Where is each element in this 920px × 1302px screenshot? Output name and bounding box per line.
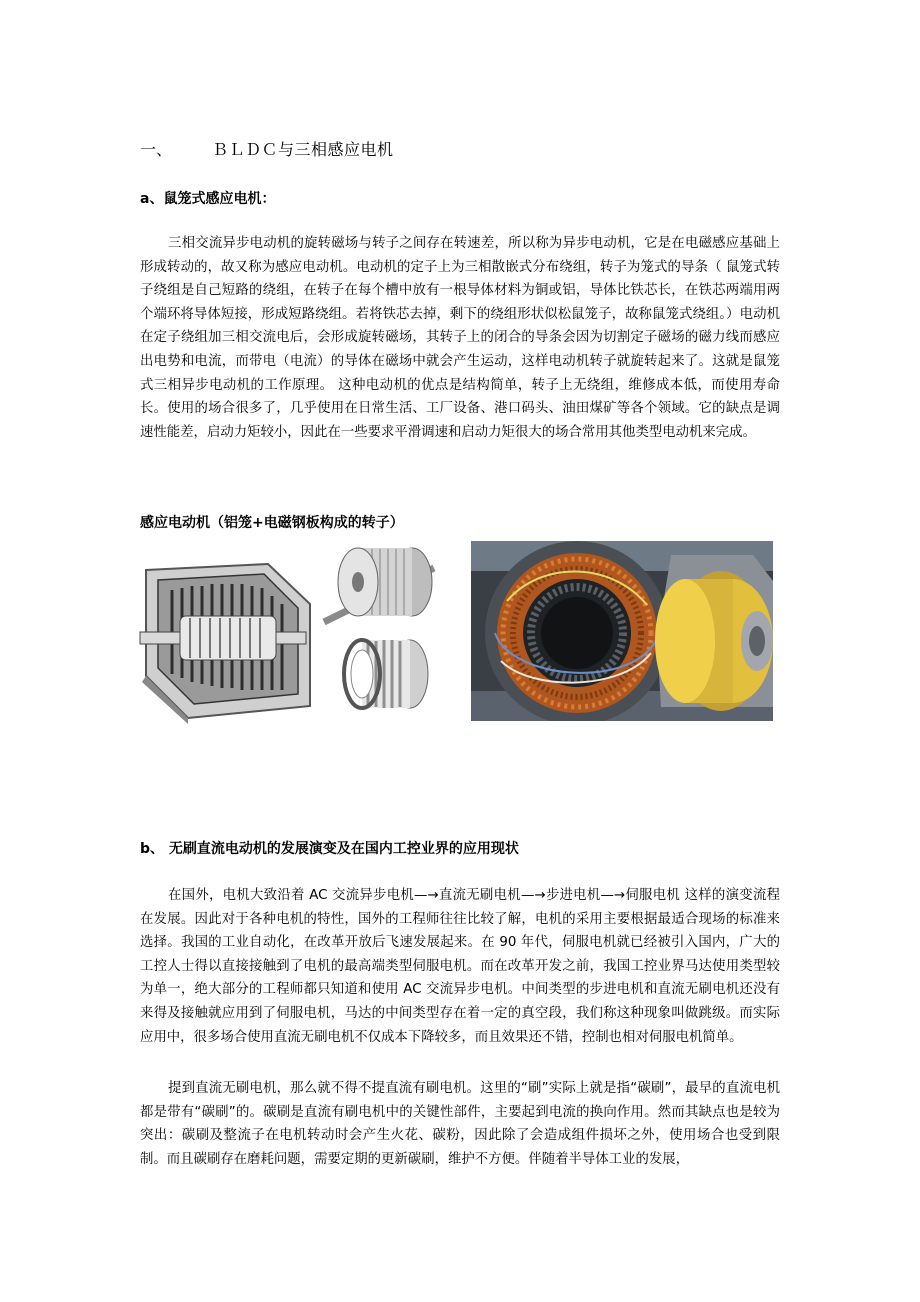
heading-number: 一、 <box>140 140 173 159</box>
motor-cutaway-image <box>138 556 316 726</box>
section-b-paragraph-2: 提到直流无刷电机，那么就不得不提直流有刷电机。这里的“刷”实际上就是指“碳刷”，最早的直流电机都是带有“碳刷”的。碳刷是直流有刷电机中的关键性部件，主要起到电流的换向作用。然而其缺点也是较为突出：碳刷及整流子在电机转动时会产生火花、碳粉，因此除了会造成组件损坏之外，使用场合也受到限制。而且碳刷存在磨耗问题，需要定期的更新碳刷，维护不方便。伴随着半导体工业的发展， <box>140 1081 780 1167</box>
section-b-title: b、 无刷直流电动机的发展演变及在国内工控业界的应用现状 <box>140 841 519 857</box>
heading-1 <box>140 137 394 160</box>
section-a-paragraph: 三相交流异步电动机的旋转磁场与转子之间存在转速差，所以称为异步电动机，它是在电磁感应基础上形成转动的，故又称为感应电动机。电动机的定子上为三相散嵌式分布绕组，转子为笼式的导条（ 鼠笼式转子绕组是自己短路的绕组，在转子在每个槽中放有一根导体材料为铜或铝，导体比铁芯长，在铁芯两端用两个端环将导体短接，形成短路绕组。若将铁芯去掉，剩下的绕组形状似松鼠笼子，故称鼠笼式绕组。）电动机在定子绕组加三相交流电后，会形成旋转磁场，其转子上的闭合的导条会因为切割定子磁场的磁力线而感应出电势和电流，而带电（电流）的导体在磁场中就会产生运动，这样电动机转子就旋转起来了。这就是鼠笼式三相异步电动机的工作原理。 这种电动机的优点是结构简单，转子上无绕组，维修成本低，而使用寿命长。使用的场合很多了，几乎使用在日常生活、工厂设备、港口码头、油田煤矿等各个领域。它的缺点是调速性能差，启动力矩较小，因此在一些要求平滑调速和启动力矩很大的场合常用其他类型电动机来完成。 <box>140 236 780 440</box>
section-a-title: a、鼠笼式感应电机： <box>140 191 276 207</box>
rotor-and-cage-image <box>322 540 440 722</box>
motor-photo-image <box>471 541 773 721</box>
figure-caption: 感应电动机（铝笼+电磁钢板构成的转子） <box>140 515 404 531</box>
section-b-paragraph-1: 在国外，电机大致沿着 AC 交流异步电机—→直流无刷电机—→步进电机—→伺服电机 这样的演变流程在发展。因此对于各种电机的特性，国外的工程师往往比较了解，电机的采用主要根据最适合现场的标准来选择。我国的工业自动化，在改革开放后飞速发展起来。在 90 年代，伺服电机就已经被引入国内，广大的工控人士得以直接接触到了电机的最高端类型伺服电机。而在改革开发之前，我国工控业界马达使用类型较为单一，绝大部分的工程师都只知道和使用 AC 交流异步电机。中间类型的步进电机和直流无刷电机还没有来得及接触就应用到了伺服电机，马达的中间类型存在着一定的真空段，我们称这种现象叫做跳级。而实际应用中，很多场合使用直流无刷电机不仅成本下降较多，而且效果还不错，控制也相对伺服电机简单。 <box>140 888 780 1045</box>
heading-title: ＢＬＤＣ与三相感应电机 <box>212 140 394 159</box>
